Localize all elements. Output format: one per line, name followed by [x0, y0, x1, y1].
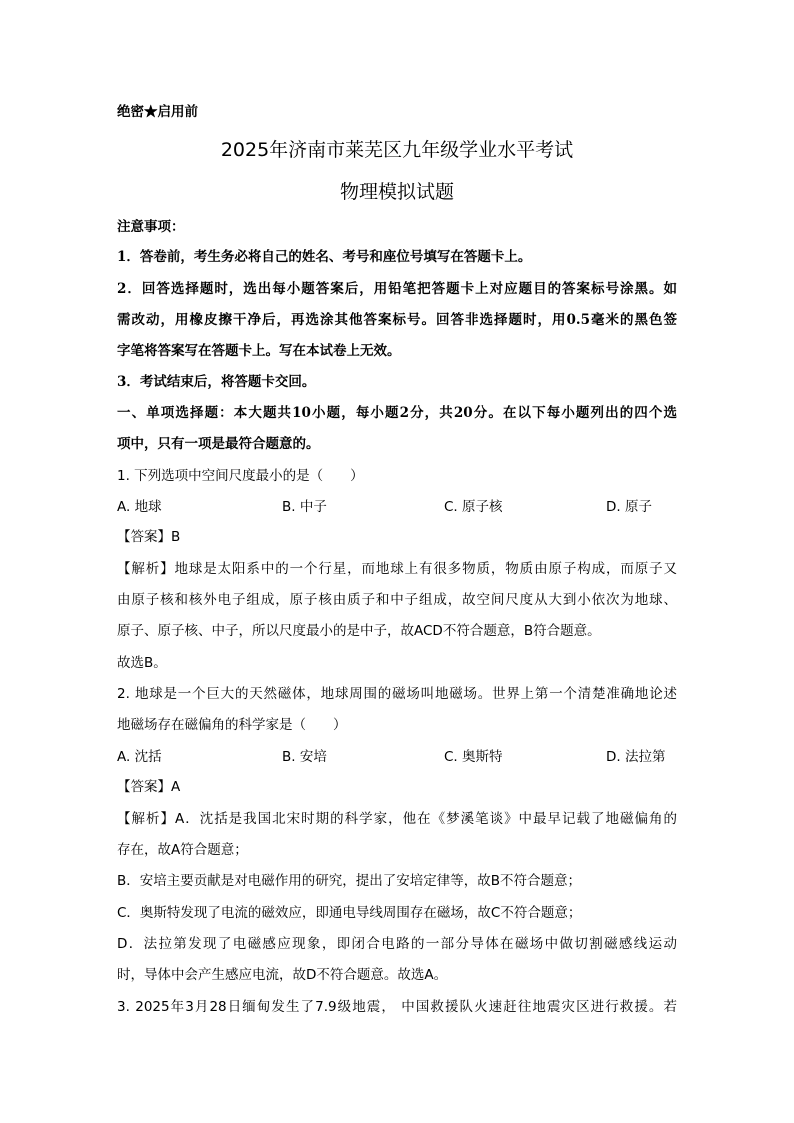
- option-d: D. 法拉第: [606, 749, 666, 765]
- note-item: 需改动，用橡皮擦干净后，再选涂其他答案标号。回答非选择题时，用0.5毫米的黑色签: [117, 312, 677, 328]
- question-stem: 3. 2025年3月28日缅甸发生了7.9级地震， 中国救援队火速赶往地震灾区进行救援。若: [117, 999, 677, 1015]
- analysis-line: 【解析】A．沈括是我国北宋时期的科学家，他在《梦溪笔谈》中最早记载了地磁偏角的: [117, 811, 677, 827]
- option-a: A. 沈括: [117, 749, 162, 765]
- notes-heading: 注意事项：: [117, 219, 185, 235]
- section-heading: 一、单项选择题：本大题共10小题，每小题2分，共20分。在以下每小题列出的四个选: [117, 405, 677, 421]
- analysis-line: C．奥斯特发现了电流的磁效应，即通电导线周围存在磁场，故C不符合题意；: [117, 905, 582, 921]
- option-a: A. 地球: [117, 499, 162, 515]
- exam-title: 2025年济南市莱芜区九年级学业水平考试: [220, 139, 574, 161]
- answer-label: 【答案】B: [117, 529, 181, 545]
- option-c: C. 奥斯特: [444, 749, 503, 765]
- note-item: 2．回答选择题时，选出每小题答案后，用铅笔把答题卡上对应题目的答案标号涂黑。如: [117, 281, 677, 297]
- option-d: D. 原子: [606, 499, 652, 515]
- analysis-line: 由原子核和核外电子组成，原子核由质子和中子组成，故空间尺度从大到小依次为地球、: [117, 592, 677, 608]
- analysis-line: 存在，故A符合题意；: [117, 842, 248, 858]
- analysis-line: 【解析】地球是太阳系中的一个行星，而地球上有很多物质，物质由原子构成，而原子又: [117, 561, 677, 577]
- note-item: 3．考试结束后，将答题卡交回。: [117, 374, 316, 390]
- answer-label: 【答案】A: [117, 779, 181, 795]
- analysis-line: D．法拉第发现了电磁感应现象，即闭合电路的一部分导体在磁场中做切割磁感线运动: [117, 936, 677, 952]
- exam-subtitle: 物理模拟试题: [339, 181, 454, 203]
- analysis-line: 时，导体中会产生感应电流，故D不符合题意。故选A。: [117, 967, 448, 983]
- option-b: B. 安培: [282, 749, 327, 765]
- analysis-line: 故选B。: [117, 655, 167, 671]
- analysis-line: B．安培主要贡献是对电磁作用的研究，提出了安培定律等，故B不符合题意；: [117, 873, 582, 889]
- note-item: 1．答卷前，考生务必将自己的姓名、考号和座位号填写在答题卡上。: [117, 249, 532, 265]
- option-b: B. 中子: [282, 499, 327, 515]
- question-stem: 2. 地球是一个巨大的天然磁体，地球周围的磁场叫地磁场。世界上第一个清楚准确地论述: [117, 686, 677, 702]
- section-heading-cont: 项中，只有一项是最符合题意的。: [117, 436, 320, 452]
- note-item: 字笔将答案写在答题卡上。写在本试卷上无效。: [117, 343, 401, 359]
- option-c: C. 原子核: [444, 499, 503, 515]
- analysis-line: 原子、原子核、中子，所以尺度最小的是中子，故ACD不符合题意，B符合题意。: [117, 623, 601, 639]
- question-stem: 1. 下列选项中空间尺度最小的是（ ）: [117, 468, 364, 484]
- secret-mark: 绝密★启用前: [117, 104, 198, 120]
- question-stem-cont: 地磁场存在磁偏角的科学家是（ ）: [117, 717, 347, 733]
